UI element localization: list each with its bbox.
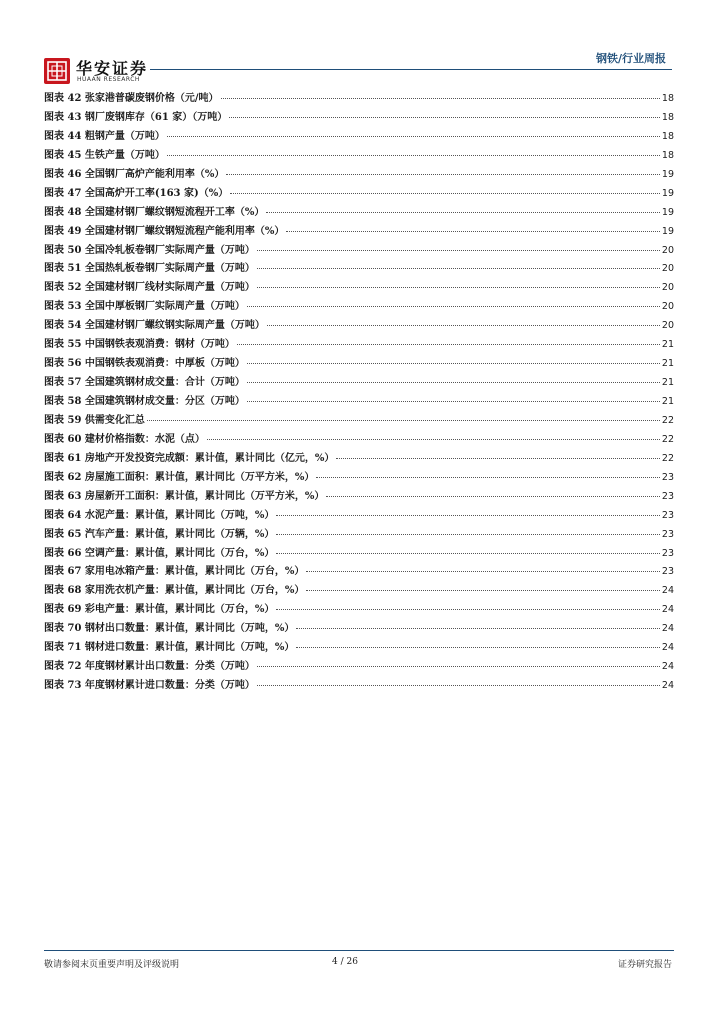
toc-entry-page[interactable]: 21	[661, 358, 674, 370]
toc-entry-page[interactable]: 24	[661, 604, 674, 616]
toc-entry-title[interactable]: 图表 45 生铁产量（万吨）	[44, 149, 165, 161]
toc-entry-title[interactable]: 图表 68 家用洗衣机产量：累计值，累计同比（万台，%）	[44, 585, 305, 597]
toc-leader-dots	[229, 105, 660, 118]
toc-entry-title[interactable]: 图表 52 全国建材钢厂线材实际周产量（万吨）	[44, 282, 255, 294]
toc-leader-dots	[266, 200, 660, 213]
toc-leader-dots	[316, 465, 660, 478]
toc-entry-page[interactable]: 20	[661, 320, 674, 332]
toc-leader-dots	[207, 427, 660, 440]
toc-entry-page[interactable]: 21	[661, 396, 674, 407]
toc-entry-title[interactable]: 图表 55 中国钢铁表观消费：钢材（万吨）	[44, 339, 235, 351]
toc-leader-dots	[230, 181, 660, 194]
footer-doc-type: 证券研究报告	[617, 960, 672, 970]
toc-entry-page[interactable]: 19	[661, 206, 674, 218]
toc-leader-dots	[276, 541, 660, 554]
toc-entry-title[interactable]: 图表 61 房地产开发投资完成额：累计值，累计同比（亿元，%）	[44, 452, 335, 464]
toc-entry-title[interactable]: 图表 46 全国钢厂高炉产能利用率（%）	[44, 168, 225, 180]
toc-entry-page[interactable]: 22	[661, 414, 674, 426]
toc-leader-dots	[247, 370, 660, 383]
toc-leader-dots	[276, 503, 660, 516]
toc-entry-title[interactable]: 图表 64 水泥产量：累计值，累计同比（万吨，%）	[44, 509, 275, 521]
toc-entry-page[interactable]: 24	[661, 680, 674, 692]
toc-entry-page[interactable]: 22	[661, 452, 674, 464]
toc-entry-title[interactable]: 图表 66 空调产量：累计值，累计同比（万台，%）	[44, 547, 275, 559]
toc-leader-dots	[336, 446, 660, 459]
toc-entry-page[interactable]: 18	[661, 111, 674, 123]
toc-entry-page[interactable]: 24	[661, 623, 674, 635]
footer-page-number: 4 / 26	[332, 957, 358, 967]
toc-entry-page[interactable]: 18	[661, 93, 674, 104]
toc-entry-page[interactable]: 21	[661, 377, 674, 389]
logo-mark-icon	[44, 58, 70, 84]
toc-entry-page[interactable]: 18	[661, 149, 674, 161]
toc-entry-title[interactable]: 图表 47 全国高炉开工率(163 家)（%）	[44, 187, 229, 199]
toc-entry-page[interactable]: 23	[661, 509, 674, 521]
toc-entry-title[interactable]: 图表 48 全国建材钢厂螺纹钢短流程开工率（%）	[44, 206, 265, 218]
toc-entry-page[interactable]: 24	[661, 585, 674, 597]
table-of-figures	[44, 88, 674, 694]
toc-entry-page[interactable]: 23	[661, 566, 674, 578]
toc-entry-title[interactable]: 图表 63 房屋新开工面积：累计值，累计同比（万平方米，%）	[44, 490, 325, 502]
toc-entry-title[interactable]: 图表 56 中国钢铁表观消费：中厚板（万吨）	[44, 358, 245, 370]
toc-entry-page[interactable]: 20	[661, 282, 674, 294]
toc-leader-dots	[257, 673, 660, 686]
toc-entry-page[interactable]: 24	[661, 642, 674, 654]
toc-entry-page[interactable]: 23	[661, 471, 674, 483]
toc-entry-title[interactable]: 图表 43 钢厂废钢库存（61 家）（万吨）	[44, 111, 228, 123]
toc-entry-title[interactable]: 图表 44 粗钢产量（万吨）	[44, 130, 165, 142]
toc-leader-dots	[257, 238, 660, 251]
toc-entry[interactable]	[44, 675, 674, 694]
toc-entry-title[interactable]: 图表 58 全国建筑钢材成交量：分区（万吨）	[44, 396, 245, 407]
toc-entry-page[interactable]: 20	[661, 263, 674, 275]
toc-leader-dots	[167, 124, 660, 137]
toc-entry-page[interactable]: 20	[661, 301, 674, 313]
toc-entry-title[interactable]: 图表 60 建材价格指数：水泥（点）	[44, 433, 205, 445]
toc-leader-dots	[257, 256, 660, 269]
toc-leader-dots	[306, 559, 660, 572]
toc-entry-title[interactable]: 图表 50 全国冷轧板卷钢厂实际周产量（万吨）	[44, 244, 255, 256]
toc-entry-title[interactable]: 图表 69 彩电产量：累计值，累计同比（万台，%）	[44, 604, 275, 616]
toc-entry-title[interactable]: 图表 49 全国建材钢厂螺纹钢短流程产能利用率（%）	[44, 225, 285, 237]
toc-leader-dots	[257, 654, 660, 667]
toc-leader-dots	[226, 162, 660, 175]
toc-leader-dots	[147, 408, 660, 421]
toc-entry-page[interactable]: 24	[661, 661, 674, 673]
toc-leader-dots	[296, 635, 660, 648]
toc-entry-title[interactable]: 图表 65 汽车产量：累计值，累计同比（万辆，%）	[44, 528, 275, 540]
toc-entry-page[interactable]: 19	[661, 168, 674, 180]
toc-leader-dots	[237, 332, 660, 345]
toc-entry-page[interactable]: 22	[661, 433, 674, 445]
toc-entry-title[interactable]: 图表 51 全国热轧板卷钢厂实际周产量（万吨）	[44, 263, 255, 275]
toc-entry-page[interactable]: 19	[661, 225, 674, 237]
toc-entry-page[interactable]: 18	[661, 130, 674, 142]
footer-disclaimer: 敬请参阅末页重要声明及评级说明	[44, 960, 180, 970]
toc-leader-dots	[276, 597, 660, 610]
toc-leader-dots	[167, 143, 660, 156]
toc-leader-dots	[276, 522, 660, 535]
toc-leader-dots	[247, 389, 660, 402]
toc-entry-title[interactable]: 图表 70 钢材出口数量：累计值，累计同比（万吨，%）	[44, 623, 295, 635]
toc-leader-dots	[296, 616, 660, 629]
toc-entry-title[interactable]: 图表 42 张家港普碳废钢价格（元/吨）	[44, 93, 219, 104]
report-category: 钢铁/行业周报	[595, 52, 666, 65]
toc-leader-dots	[257, 275, 660, 288]
toc-entry-title[interactable]: 图表 72 年度钢材累计出口数量：分类（万吨）	[44, 661, 255, 673]
toc-leader-dots	[221, 86, 660, 99]
logo-text-en: HUAAN RESEARCH	[77, 76, 140, 83]
toc-entry-title[interactable]: 图表 54 全国建材钢厂螺纹钢实际周产量（万吨）	[44, 320, 265, 332]
page-header	[0, 0, 724, 90]
toc-leader-dots	[306, 578, 660, 591]
logo-text-cn: 华安证券	[76, 59, 149, 78]
toc-entry-page[interactable]: 23	[661, 547, 674, 559]
toc-leader-dots	[247, 294, 660, 307]
toc-entry-page[interactable]: 23	[661, 490, 674, 502]
toc-entry-page[interactable]: 21	[661, 339, 674, 351]
toc-leader-dots	[247, 351, 660, 364]
toc-entry-page[interactable]: 23	[661, 528, 674, 540]
header-divider	[150, 69, 672, 70]
toc-entry-title[interactable]: 图表 71 钢材进口数量：累计值，累计同比（万吨，%）	[44, 642, 295, 654]
toc-entry-title[interactable]: 图表 57 全国建筑钢材成交量：合计（万吨）	[44, 377, 245, 389]
toc-entry-title[interactable]: 图表 67 家用电冰箱产量：累计值，累计同比（万台，%）	[44, 566, 305, 578]
toc-entry-page[interactable]: 19	[661, 187, 674, 199]
toc-entry-title[interactable]: 图表 62 房屋施工面积：累计值，累计同比（万平方米，%）	[44, 471, 315, 483]
toc-entry-page[interactable]: 20	[661, 244, 674, 256]
toc-leader-dots	[326, 484, 660, 497]
toc-entry-title[interactable]: 图表 53 全国中厚板钢厂实际周产量（万吨）	[44, 301, 245, 313]
toc-leader-dots	[286, 219, 660, 232]
footer-divider	[44, 950, 674, 951]
toc-entry-title[interactable]: 图表 59 供需变化汇总	[44, 414, 145, 426]
company-logo	[44, 58, 154, 86]
toc-entry-title[interactable]: 图表 73 年度钢材累计进口数量：分类（万吨）	[44, 680, 255, 692]
toc-leader-dots	[267, 313, 660, 326]
